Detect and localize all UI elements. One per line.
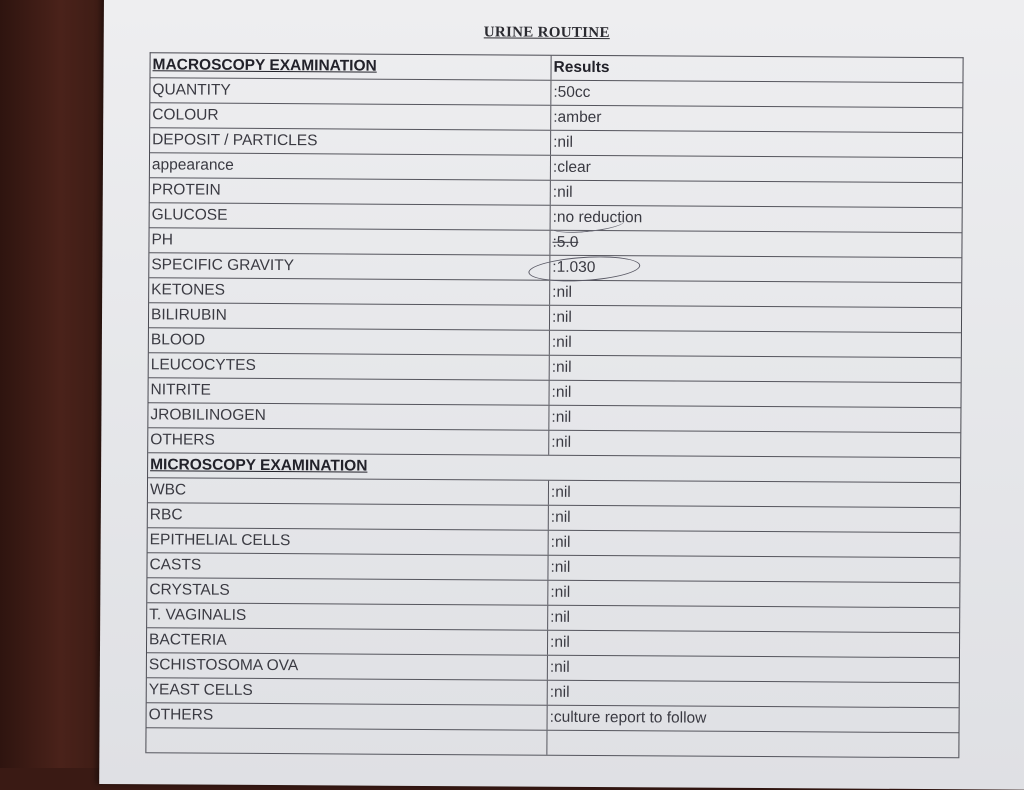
blank-cell	[547, 731, 958, 758]
test-result: :nil	[551, 308, 572, 326]
test-result: :nil	[552, 183, 573, 201]
results-table	[145, 52, 963, 758]
test-result: :nil	[549, 658, 570, 676]
test-result: :nil	[551, 383, 572, 401]
test-result: :50cc	[553, 83, 591, 101]
test-result: :culture report to follow	[549, 708, 707, 727]
test-label: T. VAGINALIS	[147, 603, 548, 629]
test-result: :nil	[550, 608, 571, 626]
test-label: WBC	[148, 478, 549, 504]
test-label: appearance	[150, 153, 551, 179]
test-label: NITRITE	[149, 378, 550, 404]
microscopy-heading: MICROSCOPY EXAMINATION	[150, 456, 368, 475]
table-surface	[0, 0, 110, 768]
test-label: OTHERS	[148, 428, 549, 454]
results-column-header: Results	[553, 58, 610, 77]
test-result: :nil	[551, 433, 572, 451]
test-label: BILIRUBIN	[149, 303, 550, 329]
test-label: SPECIFIC GRAVITY	[149, 253, 550, 279]
test-result: :nil	[551, 333, 572, 351]
test-result: :nil	[549, 633, 570, 651]
test-label: LEUCOCYTES	[149, 353, 550, 379]
test-label: CRYSTALS	[147, 578, 548, 604]
macroscopy-heading: MACROSCOPY EXAMINATION	[150, 53, 551, 79]
document-title: URINE ROUTINE	[483, 24, 610, 42]
test-result: :5.0	[552, 233, 579, 251]
test-label: PROTEIN	[150, 178, 551, 204]
test-label: PH	[149, 228, 550, 254]
test-result: :amber	[553, 108, 602, 127]
test-label: BLOOD	[149, 328, 550, 354]
blank-cell	[146, 728, 547, 754]
test-result: :nil	[550, 558, 571, 576]
test-label: GLUCOSE	[150, 203, 551, 229]
lab-report-sheet	[99, 0, 1024, 790]
test-result: :nil	[549, 683, 570, 701]
test-label: KETONES	[149, 278, 550, 304]
test-result: :no reduction	[552, 208, 643, 227]
test-label: BACTERIA	[147, 628, 548, 654]
test-label: JROBILINOGEN	[148, 403, 549, 429]
test-result: :nil	[551, 358, 572, 376]
test-label: YEAST CELLS	[147, 678, 548, 704]
test-label: EPITHELIAL CELLS	[148, 528, 549, 554]
test-result: :1.030	[552, 258, 596, 277]
test-result: :nil	[553, 133, 573, 151]
test-label: OTHERS	[147, 703, 548, 729]
test-result: :nil	[550, 483, 571, 501]
test-label: COLOUR	[150, 103, 551, 129]
test-label: SCHISTOSOMA OVA	[147, 653, 548, 679]
test-label: QUANTITY	[150, 78, 551, 104]
test-result: :nil	[552, 283, 573, 301]
test-result: :nil	[550, 533, 571, 551]
test-result: :nil	[550, 508, 571, 526]
table-row-blank	[146, 728, 958, 758]
test-label: CASTS	[147, 553, 548, 579]
test-result: :nil	[551, 408, 572, 426]
test-label: DEPOSIT / PARTICLES	[150, 128, 551, 154]
test-result: :nil	[550, 583, 571, 601]
test-label: RBC	[148, 503, 549, 529]
test-result: :clear	[552, 158, 591, 176]
